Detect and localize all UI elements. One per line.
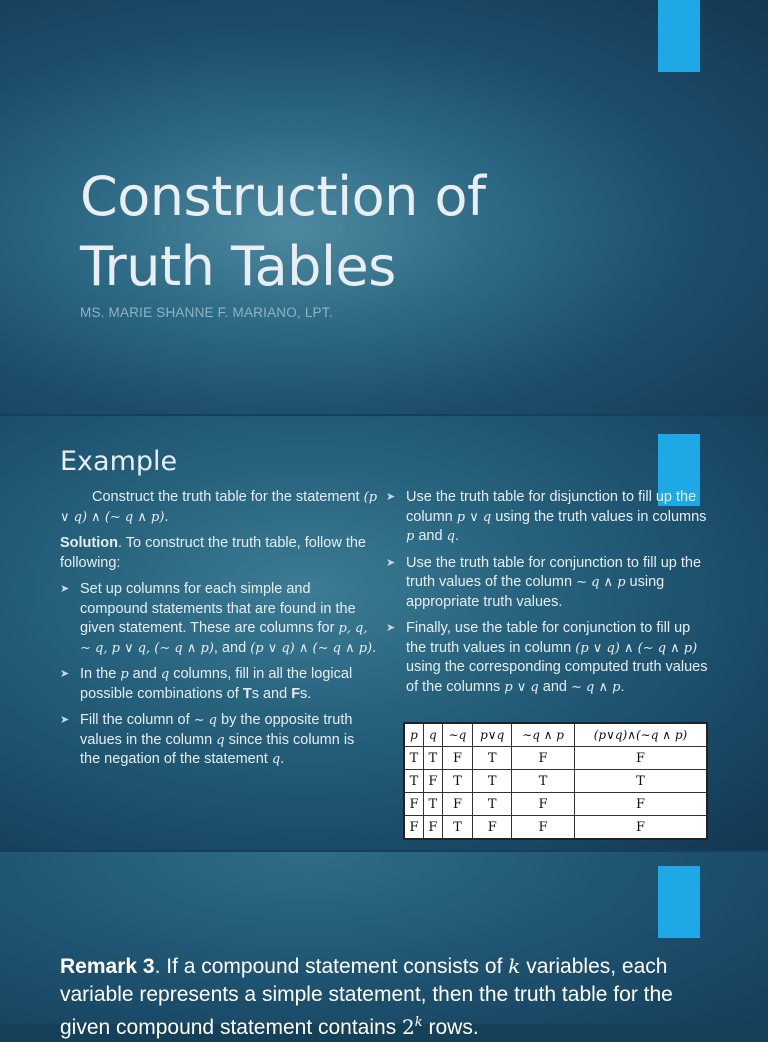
bullet-text: Set up columns for each simple and compound statements that are found in the given statement. These are columns for xyxy=(80,581,356,636)
accent-bar xyxy=(658,0,700,72)
bullet-math: p xyxy=(406,529,415,544)
bullet-bold: F xyxy=(291,685,301,702)
list-item xyxy=(386,619,714,697)
column-header: ∼q xyxy=(442,723,472,747)
remark-math: 2 xyxy=(402,1015,415,1039)
truth-table xyxy=(403,722,708,840)
bullet-math: q xyxy=(160,667,170,682)
bullet-text: Finally, use the table for conjunction to fill up the truth values in column xyxy=(406,620,691,656)
table-cell: F xyxy=(404,816,423,840)
table-cell: F xyxy=(423,770,442,793)
table-cell: T xyxy=(473,793,512,816)
bullet-text: using appropriate truth values. xyxy=(406,574,665,610)
remark-math: k xyxy=(508,954,521,978)
author-subtitle: MS. MARIE SHANNE F. MARIANO, LPT. xyxy=(80,305,333,320)
table-cell: F xyxy=(512,816,575,840)
bullet-math: p ∨ q xyxy=(504,679,539,695)
arrowhead-bullet-icon: ➤ xyxy=(386,556,396,569)
remark-label: Remark 3 xyxy=(60,955,155,978)
title-slide xyxy=(0,0,768,414)
solution-label: Solution xyxy=(60,535,118,551)
bullet-math: (p ∨ q) ∧ (∼ q ∧ p) xyxy=(250,640,373,656)
solution-paragraph xyxy=(60,534,378,573)
table-cell: F xyxy=(574,747,707,770)
bullet-bold: T xyxy=(242,685,252,702)
remark-slide xyxy=(0,852,768,1039)
bullet-math: q xyxy=(216,732,225,748)
bullet-text: In the xyxy=(80,666,121,682)
table-cell: T xyxy=(442,770,472,793)
bullet-text: using the corresponding computed truth values of the columns xyxy=(406,659,708,695)
solution-text: . To construct the truth table, follow the following: xyxy=(60,535,366,571)
table-cell: F xyxy=(574,816,707,840)
bullet-text: . xyxy=(280,751,285,767)
bullet-text: , and xyxy=(213,639,251,656)
list-item xyxy=(60,580,378,658)
bullet-text: . xyxy=(454,528,459,544)
slide-title xyxy=(80,162,486,302)
column-header: q xyxy=(423,723,442,747)
table-cell: T xyxy=(442,816,472,840)
bullet-math: p ∨ q xyxy=(456,509,492,525)
bullet-math: (p ∨ q) ∧ (∼ q ∧ p) xyxy=(575,640,698,656)
intro-math: (p ∨ q) ∧ (∼ q ∧ p). xyxy=(60,490,378,525)
bullet-text: since this column is the negation of the statement xyxy=(80,731,355,767)
bullet-text: and xyxy=(128,666,161,682)
remark-text: . If a compound statement consists of xyxy=(154,955,509,978)
table-cell: T xyxy=(404,770,423,793)
example-slide xyxy=(0,416,768,850)
bullet-text: and xyxy=(414,528,447,544)
bullet-math: ∼ q xyxy=(193,713,217,728)
bullet-text: s and xyxy=(251,685,292,702)
table-cell: T xyxy=(574,770,707,793)
arrowhead-bullet-icon: ➤ xyxy=(60,714,70,726)
accent-bar xyxy=(658,866,700,938)
table-cell: F xyxy=(442,793,472,816)
table-row xyxy=(404,747,707,770)
list-item xyxy=(386,488,714,547)
arrowhead-bullet-icon: ➤ xyxy=(386,622,396,634)
column-header: p∨q xyxy=(473,723,512,747)
remark-text: variables, each variable represents a simple statement, then the truth table for the given compound statement contains xyxy=(60,955,673,1039)
table-header-row xyxy=(404,723,707,747)
table-row xyxy=(404,816,707,840)
bullet-math: ∼ q ∧ p xyxy=(571,679,621,695)
slide-heading: Example xyxy=(60,446,178,477)
list-item xyxy=(60,711,378,770)
bullet-math: p, q, ∼ q, p ∨ q, (∼ q ∧ p) xyxy=(80,621,368,656)
table-cell: F xyxy=(442,747,472,770)
intro-text: Construct the truth table for the statement xyxy=(92,489,364,505)
table-cell: F xyxy=(574,793,707,816)
left-column xyxy=(60,488,378,777)
arrowhead-bullet-icon: ➤ xyxy=(60,668,70,680)
bullet-math: q xyxy=(271,752,281,767)
remark-paragraph xyxy=(60,952,720,1042)
arrowhead-bullet-icon: ➤ xyxy=(386,491,396,503)
list-item xyxy=(386,554,714,613)
bullet-math: q xyxy=(446,529,455,544)
table-cell: F xyxy=(473,816,512,840)
table-row xyxy=(404,793,707,816)
table-cell: F xyxy=(512,793,575,816)
bullet-text: . xyxy=(372,639,377,656)
bullet-text: Use the truth table for conjunction to fill up the truth values of the column xyxy=(406,554,702,590)
title-line-1: Construction of xyxy=(80,165,486,228)
bullet-text: Use the truth table for disjunction to fill up the column xyxy=(406,489,697,525)
bullet-text: and xyxy=(538,678,572,695)
table-cell: T xyxy=(423,747,442,770)
left-bullet-list xyxy=(60,580,378,770)
table-cell: T xyxy=(423,793,442,816)
table-cell: F xyxy=(404,793,423,816)
right-bullet-list xyxy=(386,488,714,697)
table-cell: T xyxy=(404,747,423,770)
bullet-text: s. xyxy=(300,685,312,702)
table-cell: T xyxy=(512,770,575,793)
bullet-text: columns, fill in all the logical possible combinations of xyxy=(80,666,353,702)
remark-text: rows. xyxy=(422,1016,479,1039)
bullet-text: by the opposite truth values in the column xyxy=(80,712,353,748)
right-column xyxy=(386,488,714,704)
bullet-text: . xyxy=(620,678,625,695)
list-item xyxy=(60,665,378,704)
column-header: ∼q ∧ p xyxy=(512,723,575,747)
table-cell: F xyxy=(423,816,442,840)
column-header: (p∨q)∧(∼q ∧ p) xyxy=(574,723,707,747)
intro-paragraph xyxy=(60,488,378,527)
remark-math-exponent: k xyxy=(414,1015,423,1030)
bullet-math: ∼ q ∧ p xyxy=(576,575,626,590)
bullet-text: using the truth values in columns xyxy=(491,508,707,525)
bullet-math: p xyxy=(120,667,129,682)
title-line-2: Truth Tables xyxy=(80,235,396,298)
table-cell: T xyxy=(473,770,512,793)
arrowhead-bullet-icon: ➤ xyxy=(60,583,70,595)
column-header: p xyxy=(404,723,423,747)
table-row xyxy=(404,770,707,793)
table-cell: F xyxy=(512,747,575,770)
table-cell: T xyxy=(473,747,512,770)
bullet-text: Fill the column of xyxy=(80,712,194,728)
